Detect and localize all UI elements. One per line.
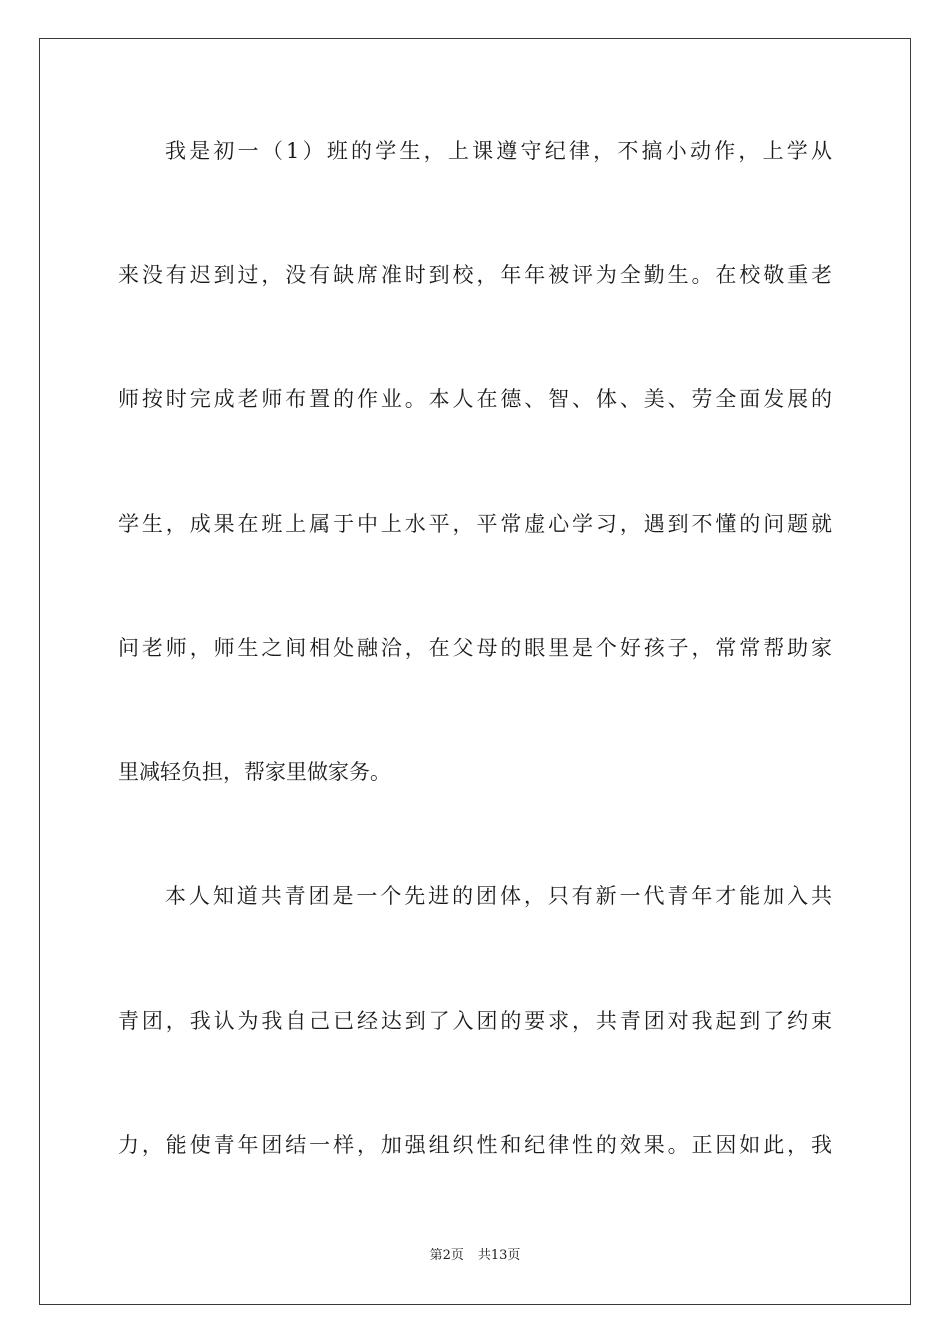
paragraph-1-line-5: 问老师，师生之间相处融洽，在父母的眼里是个好孩子，常常帮助家 [118,636,832,660]
paragraph-1-line-4: 学生，成果在班上属于中上水平，平常虚心学习，遇到不懂的问题就 [118,512,832,536]
paragraph-1-line-2: 来没有迟到过，没有缺席准时到校，年年被评为全勤生。在校敬重老 [118,263,832,287]
page-number: 第2页 [429,1248,464,1263]
paragraph-2-line-2: 青团，我认为我自己已经达到了入团的要求，共青团对我起到了约束 [118,1009,832,1033]
page-total: 共13页 [477,1248,521,1263]
page-border [39,38,911,1305]
paragraph-2-line-3: 力，能使青年团结一样，加强组织性和纪律性的效果。正因如此，我 [118,1133,832,1157]
paragraph-1-line-1: 我是初一（1）班的学生，上课遵守纪律，不搞小动作，上学从 [165,139,832,163]
paragraph-2-line-1: 本人知道共青团是一个先进的团体，只有新一代青年才能加入共 [165,884,832,908]
paragraph-1-line-3: 师按时完成老师布置的作业。本人在德、智、体、美、劳全面发展的 [118,387,832,411]
page-footer [0,1247,950,1265]
paragraph-1-line-6: 里减轻负担，帮家里做家务。 [118,760,391,784]
